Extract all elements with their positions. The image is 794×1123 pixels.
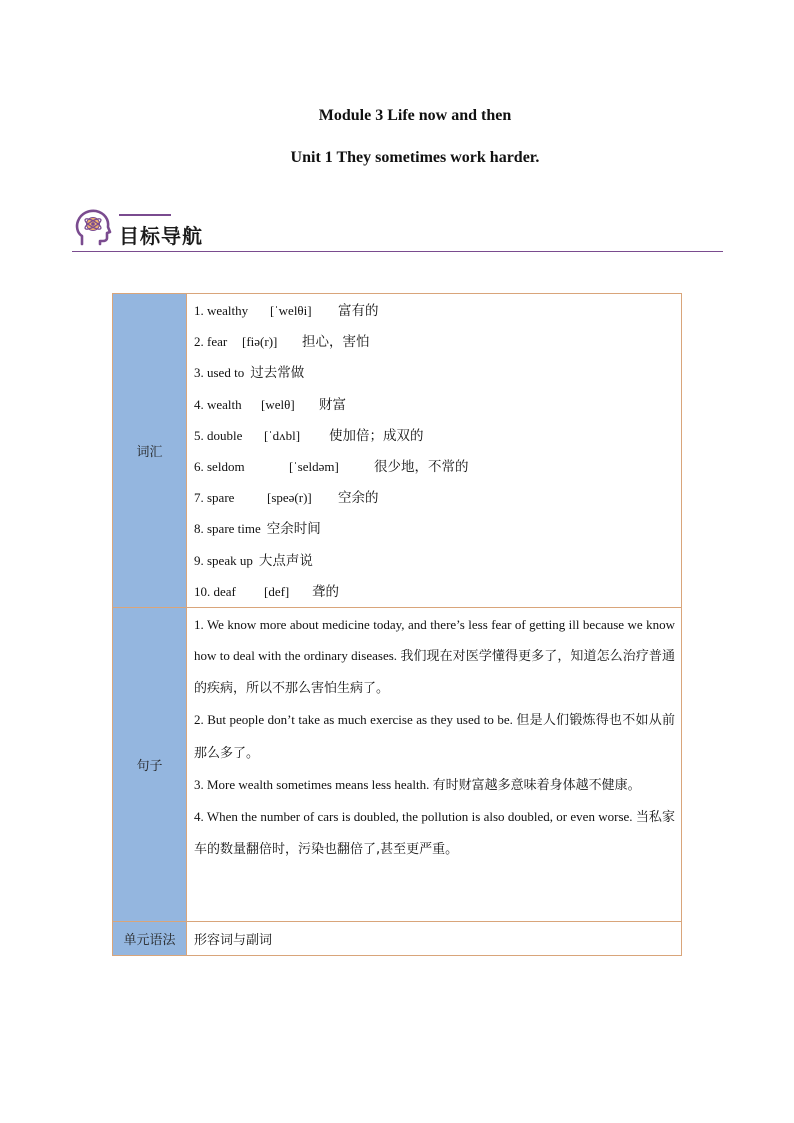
vocab-item xyxy=(194,326,675,357)
vocab-item xyxy=(194,357,675,388)
vocab-meaning: 空余的 xyxy=(338,490,379,507)
module-title: Module 3 Life now and then xyxy=(318,107,512,124)
vocab-meaning: 聋的 xyxy=(312,583,339,600)
grammar-row xyxy=(113,922,681,955)
vocab-word: 7. spare xyxy=(194,490,235,506)
sentence-chinese: 有时财富越多意味着身体越不健康。 xyxy=(432,777,641,793)
grammar-value: 形容词与副词 xyxy=(194,931,273,947)
vocab-phonetic: [ˈwelθi] xyxy=(270,303,312,318)
sentence-english: 3. More wealth sometimes means less health. xyxy=(194,776,433,792)
vocab-word: 6. seldom xyxy=(194,458,245,474)
sentence-english: 1. We know more about medicine today, and there’s less fear of getting ill because we know how to deal with the ordinary diseases. xyxy=(194,616,675,664)
section-title: 目标导航 xyxy=(119,224,203,248)
vocab-list xyxy=(187,294,681,607)
banner-underline xyxy=(72,251,723,253)
vocab-meaning: 使加倍；成双的 xyxy=(329,427,424,444)
vocab-item xyxy=(194,545,675,576)
vocab-word: 2. fear xyxy=(194,334,228,350)
brain-head-icon xyxy=(74,208,112,248)
vocab-item xyxy=(194,576,675,607)
vocab-word: 10. deaf xyxy=(194,583,236,599)
vocab-row xyxy=(113,294,681,608)
vocab-item xyxy=(194,451,675,482)
vocab-phonetic: [speə(r)] xyxy=(267,490,312,506)
vocab-label: 词汇 xyxy=(113,294,187,607)
sentences-list xyxy=(187,608,681,921)
sentence-item xyxy=(194,769,675,801)
vocab-item xyxy=(194,482,675,513)
vocab-phonetic: [welθ] xyxy=(261,396,295,412)
sentences-label: 句子 xyxy=(113,608,187,921)
summary-table xyxy=(112,293,682,956)
sentence-item xyxy=(194,704,675,768)
vocab-word: 3. used to xyxy=(194,365,245,381)
vocab-meaning: 担心，害怕 xyxy=(302,334,370,351)
vocab-phonetic: [ˈseldəm] xyxy=(289,458,339,474)
vocab-meaning: 大点声说 xyxy=(258,552,313,569)
vocab-item xyxy=(194,420,675,451)
vocab-phonetic: [fiə(r)] xyxy=(242,334,278,350)
vocab-word: 9. speak up xyxy=(194,552,253,568)
vocab-word: 5. double xyxy=(194,427,243,443)
grammar-label: 单元语法 xyxy=(113,922,187,955)
vocab-phonetic: [ˈdʌbl] xyxy=(264,427,301,443)
section-banner xyxy=(72,208,723,252)
vocab-meaning: 很少地，不常的 xyxy=(374,458,469,475)
sentence-chinese: 我们现在对医学懂得更多了，知道怎么治疗普通的疾病，所以不那么害怕生病了。 xyxy=(194,649,675,697)
sentence-item xyxy=(194,609,675,705)
vocab-item xyxy=(194,295,675,326)
sentence-english: 4. When the number of cars is doubled, the pollution is also doubled, or even worse. xyxy=(194,809,636,825)
sentence-english: 2. But people don’t take as much exercise as they used to be. xyxy=(194,712,517,728)
unit-title: Unit 1 They sometimes work harder. xyxy=(290,149,540,166)
banner-accent-line xyxy=(119,214,171,216)
sentences-row xyxy=(113,608,681,922)
vocab-word: 1. wealthy xyxy=(194,303,249,318)
vocab-meaning: 空余时间 xyxy=(266,521,321,538)
vocab-meaning: 过去常做 xyxy=(250,365,305,382)
sentence-chinese: 当私家车的数量翻倍时，污染也翻倍了,甚至更严重。 xyxy=(194,810,675,858)
vocab-item xyxy=(194,513,675,544)
vocab-item xyxy=(194,389,675,420)
vocab-meaning: 富有的 xyxy=(338,303,379,319)
vocab-meaning: 财富 xyxy=(319,396,346,413)
vocab-phonetic: [def] xyxy=(264,583,290,599)
sentence-chinese: 但是人们锻炼得也不如从前那么多了。 xyxy=(194,713,675,761)
sentence-item xyxy=(194,801,675,865)
vocab-word: 8. spare time xyxy=(194,521,261,537)
vocab-word: 4. wealth xyxy=(194,396,242,412)
